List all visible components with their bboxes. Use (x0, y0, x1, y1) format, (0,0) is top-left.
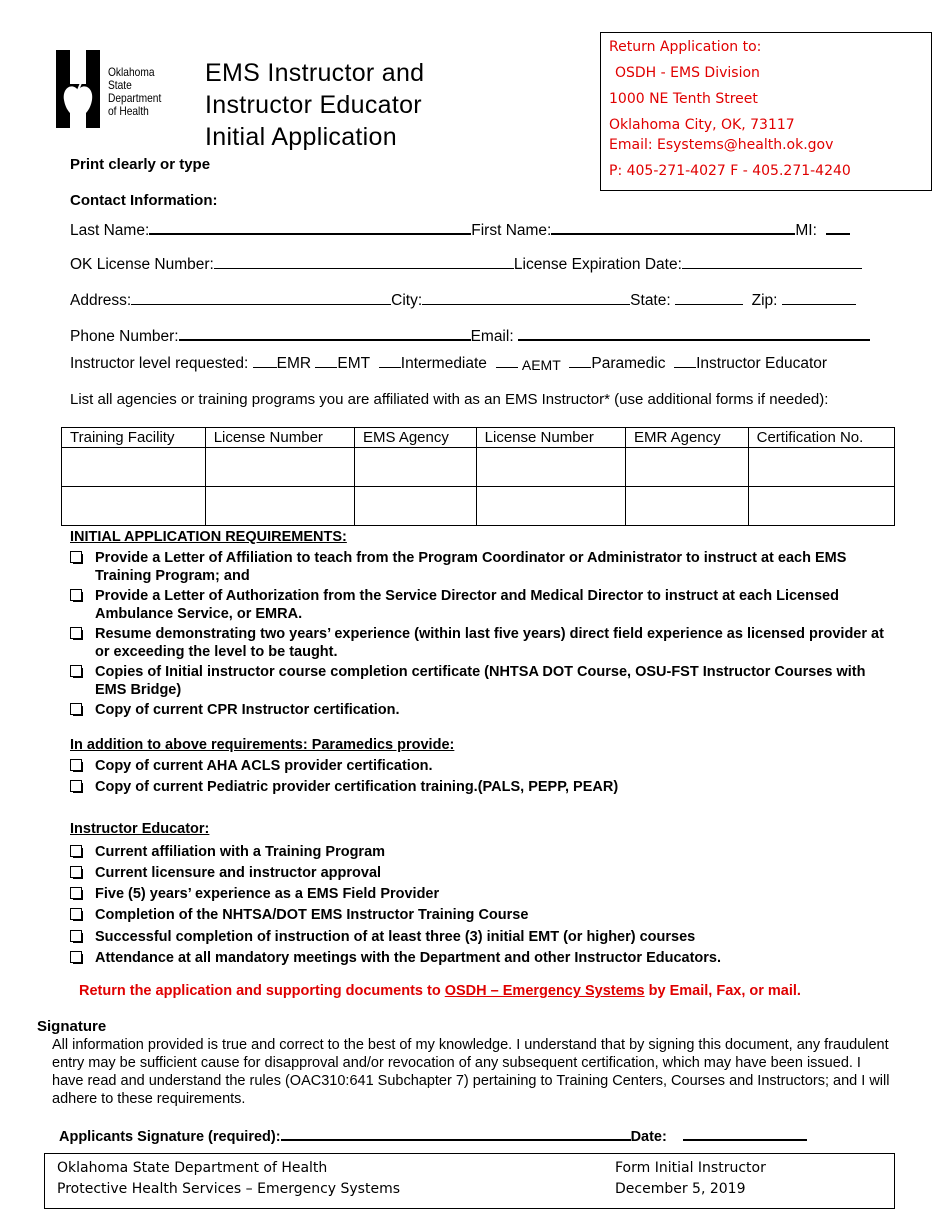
mi-label: MI: (795, 222, 817, 239)
requirement-item (70, 778, 890, 796)
table-header-row (62, 428, 895, 448)
oklahoma-state-logo-icon (56, 50, 106, 128)
zip-label: Zip: (751, 292, 778, 309)
table-cell[interactable] (354, 448, 476, 487)
last-name-label: Last Name: (70, 222, 150, 239)
level-aemt-checkline[interactable] (496, 353, 518, 368)
state-field[interactable] (675, 290, 743, 305)
notice-text: Return the application and supporting documents to (79, 983, 445, 999)
table-row (62, 448, 895, 487)
license-exp-label: License Expiration Date: (513, 256, 682, 273)
logo-text (108, 66, 161, 118)
notice-text-end: by Email, Fax, or mail. (644, 983, 801, 999)
requirement-text: Copies of Initial instructor course completion certificate (NHTSA DOT Course, OSU-FST Instructor Courses with EMS Bridge) (95, 664, 866, 698)
table-cell[interactable] (354, 487, 476, 526)
requirement-text: Provide a Letter of Authorization from the Service Director and Medical Director to instruct at each Licensed Ambulance Service, or EMRA. (95, 588, 839, 622)
state-label: State: (630, 292, 671, 309)
level-intermediate-label: Intermediate (400, 355, 487, 372)
level-educator-label: Instructor Educator (696, 355, 828, 372)
date-label: Date: (630, 1129, 667, 1145)
checkbox-icon[interactable] (70, 780, 82, 792)
table-cell[interactable] (205, 448, 354, 487)
table-cell[interactable] (62, 487, 206, 526)
first-name-field[interactable] (551, 219, 795, 235)
level-paramedic-label: Paramedic (591, 355, 666, 372)
header-license-number-2: License Number (476, 428, 625, 448)
return-heading: Return Application to: (609, 39, 762, 55)
city-label: City: (391, 292, 423, 309)
footer-form-name: Form Initial Instructor (615, 1160, 766, 1176)
table-cell[interactable] (625, 448, 748, 487)
requirement-item (70, 906, 890, 924)
license-row (70, 254, 862, 274)
level-paramedic-checkline[interactable] (569, 353, 591, 368)
email-field[interactable] (518, 325, 870, 341)
checkbox-icon[interactable] (70, 759, 82, 771)
footer-department: Oklahoma State Department of Health (57, 1160, 328, 1176)
return-division: OSDH - EMS Division (615, 65, 760, 81)
return-notice (79, 983, 801, 999)
checkbox-icon[interactable] (70, 908, 82, 920)
checkbox-icon[interactable] (70, 845, 82, 857)
date-field[interactable] (683, 1125, 807, 1141)
logo-line: of Health (108, 104, 149, 118)
header-ems-agency: EMS Agency (354, 428, 476, 448)
requirement-item (70, 757, 890, 775)
checkbox-icon[interactable] (70, 627, 82, 639)
affiliation-prompt: List all agencies or training programs you are affiliated with as an EMS Instructor* (use additional forms if needed): (70, 391, 829, 408)
header-certification-no: Certification No. (748, 428, 894, 448)
mi-field[interactable] (826, 219, 850, 235)
header-license-number: License Number (205, 428, 354, 448)
requirement-item (70, 885, 890, 903)
title-line-3: Initial Application (205, 123, 397, 151)
email-label: Email: (470, 328, 514, 345)
checkbox-icon[interactable] (70, 866, 82, 878)
level-educator-checkline[interactable] (674, 353, 696, 368)
requirement-text: Copy of current CPR Instructor certification. (95, 702, 400, 718)
phone-row (70, 325, 870, 346)
requirement-text: Copy of current Pediatric provider certification training.(PALS, PEPP, PEAR) (95, 779, 619, 795)
checkbox-icon[interactable] (70, 703, 82, 715)
table-cell[interactable] (476, 448, 625, 487)
print-instruction: Print clearly or type (70, 156, 211, 173)
requirement-item (70, 549, 890, 585)
header-emr-agency: EMR Agency (625, 428, 748, 448)
title-line-2: Instructor Educator (205, 91, 422, 119)
applicant-signature-field[interactable] (281, 1125, 631, 1141)
level-intermediate-checkline[interactable] (379, 353, 401, 368)
checkbox-icon[interactable] (70, 887, 82, 899)
requirement-text: Current affiliation with a Training Program (95, 844, 386, 860)
requirement-item (70, 864, 890, 882)
educator-requirements-heading: Instructor Educator: (70, 821, 210, 837)
level-emr-checkline[interactable] (253, 353, 277, 368)
return-phone: P: 405-271-4027 F - 405.271-4240 (609, 163, 851, 179)
checkbox-icon[interactable] (70, 551, 82, 563)
osdh-emergency-systems-link[interactable]: OSDH – Emergency Systems (444, 983, 645, 999)
signature-attestation: All information provided is true and correct to the best of my knowledge. I understand that by signing this document, any fraudulent entry may be sufficient cause for disapproval and/or revocation of any subsequent certification, which may have been issued. I have read and understand the rules (OAC310:641 Subchapter 7) pertaining to Training Centers, Courses and Instructors; and I will adhere to these requirements. (52, 1037, 890, 1107)
checkbox-icon[interactable] (70, 589, 82, 601)
table-row (62, 487, 895, 526)
level-emt-label: EMT (337, 355, 371, 372)
requirement-item (70, 928, 890, 946)
initial-requirements-heading: INITIAL APPLICATION REQUIREMENTS: (70, 529, 347, 545)
return-street: 1000 NE Tenth Street (609, 91, 758, 107)
table-cell[interactable] (625, 487, 748, 526)
last-name-field[interactable] (149, 219, 471, 235)
requirement-text: Provide a Letter of Affiliation to teach from the Program Coordinator or Administrator to instruct at each EMS Training Program; and (95, 550, 847, 584)
requirement-text: Resume demonstrating two years’ experience (within last five years) direct field experience as licensed provider at or exceeding the level to be taught. (95, 626, 884, 660)
requirement-text: Five (5) years’ experience as a EMS Field Provider (95, 886, 440, 902)
phone-field[interactable] (179, 325, 471, 341)
logo-line: State (108, 78, 132, 92)
level-emr-label: EMR (276, 355, 312, 372)
level-emt-checkline[interactable] (315, 353, 337, 368)
footer-division: Protective Health Services – Emergency Systems (57, 1181, 401, 1197)
requirement-item (70, 843, 890, 861)
city-field[interactable] (422, 290, 630, 305)
level-label: Instructor level requested: (70, 355, 249, 372)
return-city: Oklahoma City, OK, 73117 (609, 117, 795, 133)
requirement-item (70, 625, 890, 661)
return-email: Email: Esystems@health.ok.gov (609, 137, 834, 153)
phone-label: Phone Number: (70, 328, 179, 345)
checkbox-icon[interactable] (70, 951, 82, 963)
logo-line: Department (108, 91, 162, 105)
contact-heading: Contact Information: (70, 192, 218, 209)
table-cell[interactable] (476, 487, 625, 526)
level-aemt-label: AEMT (521, 357, 561, 373)
checkbox-icon[interactable] (70, 665, 82, 677)
license-number-field[interactable] (214, 254, 514, 269)
signature-heading: Signature (37, 1018, 107, 1035)
requirement-item (70, 949, 890, 967)
requirement-item (70, 663, 890, 699)
signature-row (59, 1125, 807, 1145)
table-cell[interactable] (205, 487, 354, 526)
checkbox-icon[interactable] (70, 930, 82, 942)
license-exp-field[interactable] (682, 254, 862, 269)
name-row (70, 219, 850, 240)
requirement-text: Completion of the NHTSA/DOT EMS Instructor Training Course (95, 907, 529, 923)
level-row (70, 353, 827, 373)
first-name-label: First Name: (471, 222, 552, 239)
footer-form-date: December 5, 2019 (615, 1181, 746, 1197)
applicant-signature-label: Applicants Signature (required): (59, 1129, 281, 1145)
form-footer (44, 1153, 895, 1209)
license-number-label: OK License Number: (70, 256, 214, 273)
form-title (205, 57, 424, 153)
requirement-text: Attendance at all mandatory meetings with the Department and other Instructor Educators. (95, 950, 722, 966)
requirement-item (70, 587, 890, 623)
address-row (70, 290, 856, 310)
return-address-box (600, 32, 932, 191)
affiliation-table (61, 427, 895, 526)
requirement-text: Current licensure and instructor approval (95, 865, 382, 881)
address-field[interactable] (131, 290, 391, 305)
logo-line: Oklahoma (108, 65, 155, 79)
table-cell[interactable] (62, 448, 206, 487)
zip-field[interactable] (782, 290, 856, 305)
paramedic-requirements-heading: In addition to above requirements: Paramedics provide: (70, 737, 455, 753)
requirement-item (70, 701, 890, 719)
title-line-1: EMS Instructor and (205, 59, 425, 87)
table-cell[interactable] (748, 448, 894, 487)
address-label: Address: (70, 292, 132, 309)
requirement-text: Successful completion of instruction of at least three (3) initial EMT (or higher) courses (95, 929, 696, 945)
header-training-facility: Training Facility (62, 428, 206, 448)
table-cell[interactable] (748, 487, 894, 526)
requirement-text: Copy of current AHA ACLS provider certification. (95, 758, 433, 774)
